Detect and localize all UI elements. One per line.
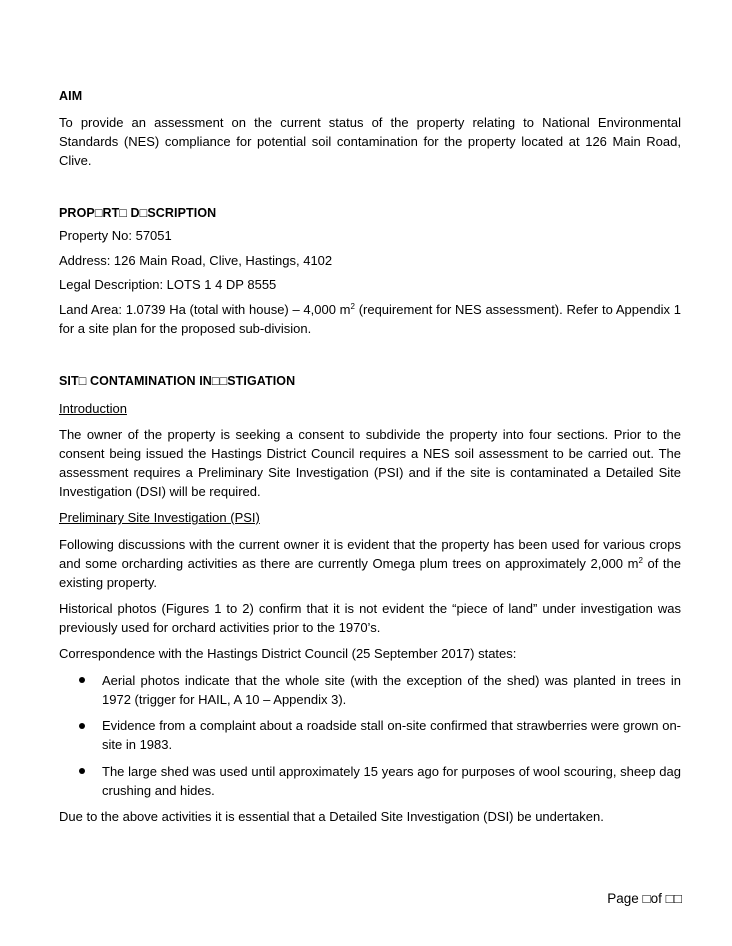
introduction-text: The owner of the property is seeking a consent to subdivide the property into four sections. Prior to the consent being issued the Hastings District Council requires a NES soil assessment to be carried out. The assessment requires a Preliminary Site Investigation (PSI) and if the site is contaminated a Detailed Site Investigation (DSI) will be required. <box>59 427 681 499</box>
site-contamination-heading: SIT□ CONTAMINATION IN□□STIGATION <box>59 374 296 388</box>
conclusion-text: Due to the above activities it is essential that a Detailed Site Investigation (DSI) be undertaken. <box>59 809 604 824</box>
land-area-superscript: 2 <box>350 302 355 311</box>
psi-subheading: Preliminary Site Investigation (PSI) <box>59 510 260 525</box>
psi-text-rest: of the existing property. <box>59 556 681 590</box>
bullet-icon <box>79 768 85 774</box>
correspondence-text: Correspondence with the Hastings District Council (25 September 2017) states: <box>59 646 517 661</box>
psi-superscript: 2 <box>638 556 643 565</box>
land-area-text: Land Area: 1.0739 Ha (total with house) – 4,000 m <box>59 302 351 317</box>
list-item-text: The large shed was used until approximately 15 years ago for purposes of wool scouring, sheep dag crushing and hides. <box>102 764 681 798</box>
introduction-subheading: Introduction <box>59 401 127 416</box>
legal-description: Legal Description: LOTS 1 4 DP 8555 <box>59 277 277 292</box>
page-number: Page □of □□ <box>607 891 682 906</box>
land-area <box>59 300 681 338</box>
property-number: Property No: 57051 <box>59 228 172 243</box>
bullet-icon <box>79 723 85 729</box>
psi-text <box>59 535 681 592</box>
list-item-text: Evidence from a complaint about a roadside stall on-site confirmed that strawberries were grown on-site in 1983. <box>102 718 681 752</box>
aim-text: To provide an assessment on the current status of the property relating to National Environmental Standards (NES) compliance for potential soil contamination for the property located at 126 Main Road, Clive. <box>59 115 681 168</box>
psi-text-main: Following discussions with the current owner it is evident that the property has been used for various crops and some orcharding activities as there are currently Omega plum trees on approximately 2,000 m <box>59 537 681 571</box>
bullet-icon <box>79 677 85 683</box>
property-address: Address: 126 Main Road, Clive, Hastings, 4102 <box>59 253 333 268</box>
historical-photos-text: Historical photos (Figures 1 to 2) confirm that it is not evident the “piece of land” under investigation was previously used for orchard activities prior to the 1970’s. <box>59 601 681 635</box>
property-description-heading: PROP□RT□ D□SCRIPTION <box>59 206 217 220</box>
land-area-text-rest: (requirement for NES assessment). Refer to Appendix 1 for a site plan for the proposed sub-division. <box>59 302 681 336</box>
aim-heading: AIM <box>59 89 83 103</box>
list-item-text: Aerial photos indicate that the whole site (with the exception of the shed) was planted in trees in 1972 (trigger for HAIL, A 10 – Appendix 3). <box>102 673 681 707</box>
